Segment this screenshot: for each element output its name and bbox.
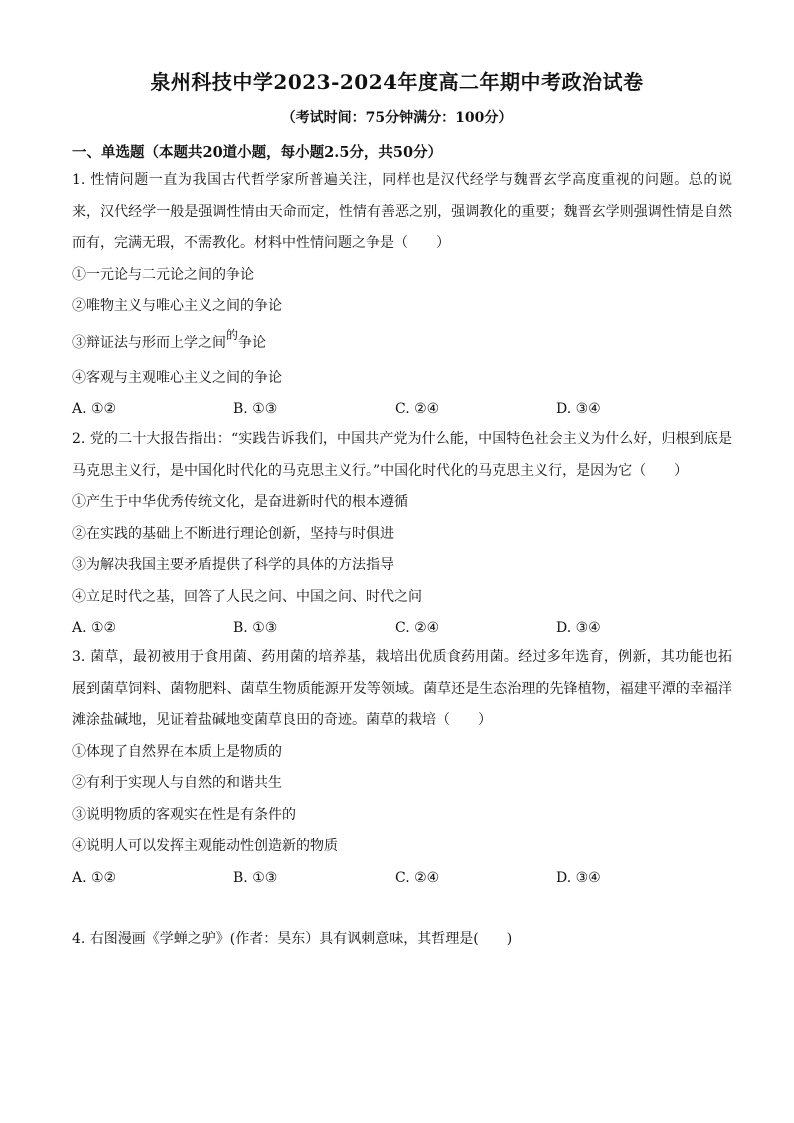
option-3-tail: 争论 (238, 334, 267, 351)
choice-b: B. ①③ (233, 869, 278, 886)
option-1: ①体现了自然界在本质上是物质的 (72, 743, 282, 760)
option-2: ②有利于实现人与自然的和谐共生 (72, 775, 282, 791)
option-2: ②唯物主义与唯心主义之间的争论 (72, 298, 282, 314)
answer-choices (72, 394, 732, 426)
choice-c: C. ②④ (395, 869, 440, 886)
option-4: ④客观与主观唯心主义之间的争论 (72, 369, 282, 386)
page-title: 泉州科技中学2023-2024年度高二年期中考政治试卷 (150, 70, 644, 94)
answer-choices (72, 863, 732, 895)
question-stem: 4. 右图漫画《学蝉之驴》(作者：昊东）具有讽刺意味，其哲理是( ) (72, 931, 513, 947)
question-stem: 3. 菌草，最初被用于食用菌、药用菌的培养基，栽培出优质食药用菌。经过多年选育，例新，其功能也拓展到菌草饲料、菌物肥料、菌草生物质能源开发等领域。菌草还是生态治理的先锋植物，福建平潭的幸福洋滩涂盐碱地，见证着盐碱地变菌草良田的奇迹。菌草的栽培（ ） (72, 649, 732, 728)
option-3: ③说明物质的客观实在性是有条件的 (72, 806, 296, 823)
option-1: ①一元论与二元论之间的争论 (72, 266, 254, 283)
choice-b: B. ①③ (233, 401, 278, 417)
choice-d: D. ③④ (556, 620, 601, 636)
choice-d: D. ③④ (556, 869, 601, 886)
choice-a: A. ①② (72, 401, 117, 417)
choice-d: D. ③④ (556, 401, 601, 417)
question-3 (72, 642, 732, 894)
choice-b: B. ①③ (233, 620, 278, 636)
choice-c: C. ②④ (395, 620, 440, 636)
exam-info: （考试时间：75分钟满分：100分） (281, 110, 513, 126)
question-stem: 1. 性情问题一直为我国古代哲学家所普遍关注，同样也是汉代经学与魏晋玄学高度重视的问题。总的说来，汉代经学一般是强调性情由天命而定，性情有善恶之别，强调教化的重要；魏晋玄学则强调性情是自然而有，完满无瑕，不需教化。材料中性情问题之争是（ ） (72, 172, 732, 251)
question-stem: 2. 党的二十大报告指出：“实践告诉我们，中国共产党为什么能，中国特色社会主义为什么好，归根到底是马克思主义行，是中国化时代化的马克思主义行。”中国化时代化的马克思主义行，是因为它（ ） (72, 431, 732, 479)
answer-choices (72, 613, 732, 645)
option-3 (72, 323, 732, 363)
option-3-text: ③辩证法与形而上学之间 (72, 334, 226, 351)
option-4: ④立足时代之基，回答了人民之问、中国之问、时代之问 (72, 588, 422, 605)
choice-a: A. ①② (72, 620, 117, 636)
option-4: ④说明人可以发挥主观能动性创造新的物质 (72, 838, 338, 854)
option-3: ③为解决我国主要矛盾提供了科学的具体的方法指导 (72, 557, 394, 573)
choice-a: A. ①② (72, 869, 117, 886)
choice-c: C. ②④ (395, 401, 440, 417)
option-1: ①产生于中华优秀传统文化，是奋进新时代的根本遵循 (72, 494, 408, 510)
question-1 (72, 165, 732, 426)
section-heading: 一、单选题（本题共20道小题，每小题2.5分，共50分） (72, 144, 443, 161)
option-3-sup: 的 (226, 327, 239, 342)
option-2: ②在实践的基础上不断进行理论创新，坚持与时俱进 (72, 525, 394, 542)
question-4 (72, 924, 732, 956)
question-2 (72, 424, 732, 645)
